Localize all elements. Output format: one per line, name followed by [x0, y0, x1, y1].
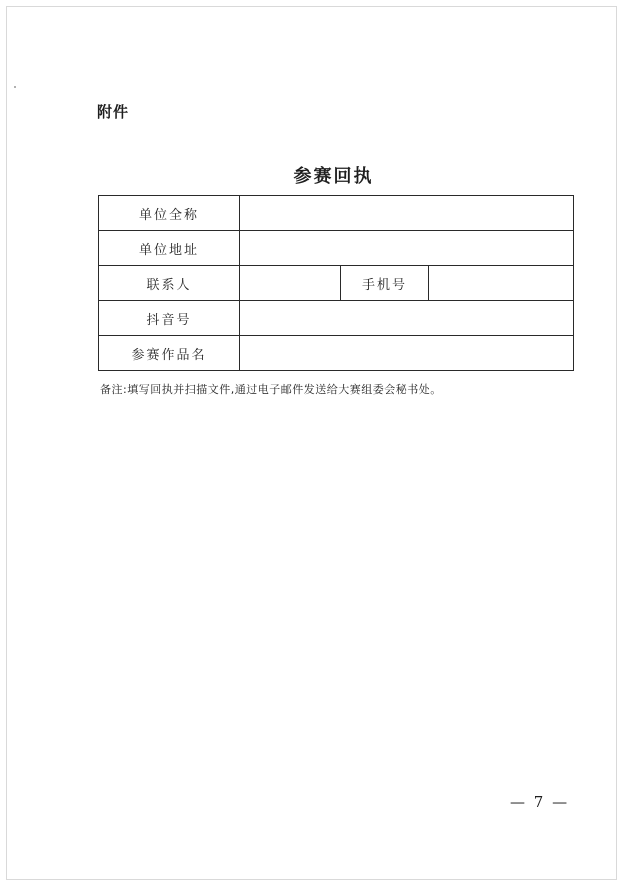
entry-title-field[interactable] [240, 336, 574, 371]
table-row [99, 231, 574, 266]
entry-title-label: 参赛作品名 [99, 336, 240, 371]
attachment-label: 附件 [97, 103, 130, 121]
page-number: — 7 — [510, 793, 570, 811]
remark-note: 备注:填写回执并扫描文件,通过电子邮件发送给大赛组委会秘书处。 [100, 383, 442, 396]
mobile-number-field[interactable] [429, 266, 574, 301]
registration-form-table [98, 195, 574, 371]
page-sheet [6, 6, 617, 880]
table-row [99, 196, 574, 231]
form-title: 参赛回执 [293, 166, 374, 187]
mobile-number-label: 手机号 [341, 266, 429, 301]
unit-full-name-field[interactable] [240, 196, 574, 231]
contact-person-field[interactable] [240, 266, 341, 301]
table-row [99, 301, 574, 336]
table-row [99, 266, 574, 301]
unit-address-field[interactable] [240, 231, 574, 266]
douyin-id-field[interactable] [240, 301, 574, 336]
douyin-id-label: 抖音号 [99, 301, 240, 336]
unit-address-label: 单位地址 [99, 231, 240, 266]
scan-speck [14, 86, 16, 88]
unit-full-name-label: 单位全称 [99, 196, 240, 231]
table-row [99, 336, 574, 371]
contact-person-label: 联系人 [99, 266, 240, 301]
